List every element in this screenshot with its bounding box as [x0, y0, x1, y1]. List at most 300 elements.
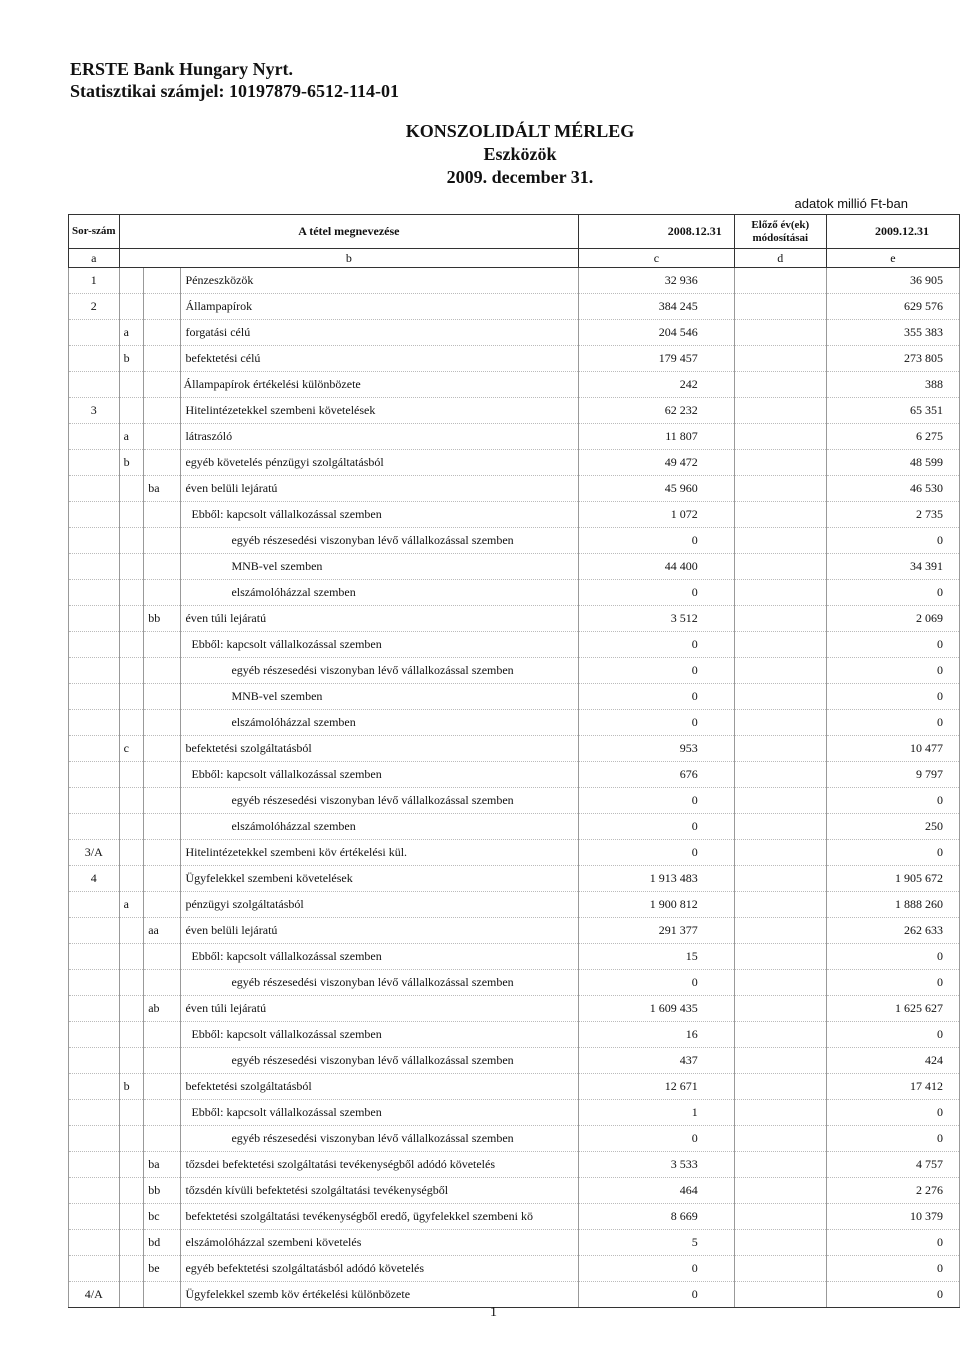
row-level1 [119, 710, 144, 736]
row-description: egyéb befektetési szolgáltatásból adódó követelés [181, 1256, 579, 1282]
row-modification [734, 320, 826, 346]
row-description: Pénzeszközök [181, 268, 579, 294]
row-number [69, 1126, 120, 1152]
row-level1 [119, 996, 144, 1022]
row-prev-value: 0 [579, 1126, 735, 1152]
row-prev-value: 0 [579, 632, 735, 658]
row-level2 [144, 398, 181, 424]
row-level2 [144, 788, 181, 814]
row-level1: a [119, 320, 144, 346]
row-description: befektetési szolgáltatásból [181, 736, 579, 762]
row-level2: ab [144, 996, 181, 1022]
row-description: pénzügyi szolgáltatásból [181, 892, 579, 918]
row-prev-value: 45 960 [579, 476, 735, 502]
company-name: ERSTE Bank Hungary Nyrt. [70, 59, 294, 79]
row-modification [734, 840, 826, 866]
table-row [69, 632, 960, 658]
row-description: Hitelintézetekkel szembeni követelések [181, 398, 579, 424]
row-cur-value: 6 275 [826, 424, 959, 450]
row-level1 [119, 1230, 144, 1256]
row-modification [734, 918, 826, 944]
row-level1 [119, 1022, 144, 1048]
row-cur-value: 0 [826, 1022, 959, 1048]
row-number [69, 1178, 120, 1204]
row-prev-value: 0 [579, 658, 735, 684]
report-title: KONSZOLIDÁLT MÉRLEG [405, 121, 635, 141]
row-description: Ügyfelekkel szembeni követelések [181, 866, 579, 892]
row-cur-value: 2 735 [826, 502, 959, 528]
row-number: 4 [69, 866, 120, 892]
row-number [69, 1204, 120, 1230]
row-modification [734, 1178, 826, 1204]
statistical-number: Statisztikai számjel: 10197879-6512-114-01 [70, 81, 399, 101]
row-level2 [144, 528, 181, 554]
row-prev-value: 0 [579, 580, 735, 606]
table-row [69, 710, 960, 736]
table-row [69, 1074, 960, 1100]
letter-c: c [579, 249, 735, 268]
row-number [69, 554, 120, 580]
row-description: tőzsdei befektetési szolgáltatási tevékenységből adódó követelés [181, 1152, 579, 1178]
table-row [69, 268, 960, 294]
row-description: egyéb követelés pénzügyi szolgáltatásból [181, 450, 579, 476]
row-description: éven túli lejáratú [181, 996, 579, 1022]
row-number [69, 788, 120, 814]
row-level1 [119, 632, 144, 658]
row-level1 [119, 1100, 144, 1126]
row-level1 [119, 814, 144, 840]
row-cur-value: 17 412 [826, 1074, 959, 1100]
row-prev-value: 5 [579, 1230, 735, 1256]
table-row [69, 944, 960, 970]
report-subtitle: Eszközök [483, 144, 557, 164]
table-row [69, 372, 960, 398]
row-number [69, 1230, 120, 1256]
row-cur-value: 0 [826, 1100, 959, 1126]
row-cur-value: 424 [826, 1048, 959, 1074]
row-level2 [144, 866, 181, 892]
row-prev-value: 464 [579, 1178, 735, 1204]
table-row [69, 502, 960, 528]
row-level2 [144, 1074, 181, 1100]
row-cur-value: 9 797 [826, 762, 959, 788]
row-description: egyéb részesedési viszonyban lévő vállalkozással szemben [181, 970, 579, 996]
table-row [69, 892, 960, 918]
balance-table [68, 214, 960, 1308]
row-modification [734, 1230, 826, 1256]
row-prev-value: 0 [579, 814, 735, 840]
row-modification [734, 1256, 826, 1282]
row-number [69, 476, 120, 502]
row-level2 [144, 892, 181, 918]
table-row [69, 528, 960, 554]
row-cur-value: 48 599 [826, 450, 959, 476]
row-level1 [119, 502, 144, 528]
table-row [69, 1256, 960, 1282]
table-row [69, 1230, 960, 1256]
row-level1 [119, 398, 144, 424]
row-prev-value: 179 457 [579, 346, 735, 372]
table-row [69, 1204, 960, 1230]
table-row [69, 1048, 960, 1074]
row-number [69, 1074, 120, 1100]
row-cur-value: 2 276 [826, 1178, 959, 1204]
row-modification [734, 814, 826, 840]
row-modification [734, 476, 826, 502]
row-modification [734, 1074, 826, 1100]
table-row [69, 762, 960, 788]
row-level2: ba [144, 1152, 181, 1178]
row-number [69, 1100, 120, 1126]
row-cur-value: 262 633 [826, 918, 959, 944]
header-row [69, 215, 960, 249]
row-prev-value: 1 900 812 [579, 892, 735, 918]
letter-row [69, 249, 960, 268]
row-level1 [119, 918, 144, 944]
row-prev-value: 1 [579, 1100, 735, 1126]
row-level2: ba [144, 476, 181, 502]
row-level1: a [119, 892, 144, 918]
row-level2 [144, 1048, 181, 1074]
row-description: éven túli lejáratú [181, 606, 579, 632]
row-cur-value: 273 805 [826, 346, 959, 372]
row-description: Állampapírok [181, 294, 579, 320]
row-prev-value: 44 400 [579, 554, 735, 580]
row-level2: bb [144, 606, 181, 632]
table-row [69, 606, 960, 632]
row-cur-value: 2 069 [826, 606, 959, 632]
table-row [69, 450, 960, 476]
row-modification [734, 866, 826, 892]
row-prev-value: 32 936 [579, 268, 735, 294]
row-prev-value: 0 [579, 528, 735, 554]
col-header-sorszam: Sor-szám [69, 215, 120, 249]
table-row [69, 866, 960, 892]
row-prev-value: 12 671 [579, 1074, 735, 1100]
row-level1 [119, 476, 144, 502]
row-level2 [144, 268, 181, 294]
row-level2: bc [144, 1204, 181, 1230]
row-modification [734, 944, 826, 970]
row-description: egyéb részesedési viszonyban lévő vállalkozással szemben [181, 788, 579, 814]
table-row [69, 398, 960, 424]
row-cur-value: 0 [826, 944, 959, 970]
row-level1 [119, 554, 144, 580]
row-level1 [119, 372, 144, 398]
table-row [69, 1126, 960, 1152]
table-row [69, 476, 960, 502]
row-prev-value: 953 [579, 736, 735, 762]
row-number [69, 736, 120, 762]
row-modification [734, 528, 826, 554]
row-number [69, 970, 120, 996]
row-description: befektetési célú [181, 346, 579, 372]
row-level2: be [144, 1256, 181, 1282]
row-prev-value: 49 472 [579, 450, 735, 476]
row-number [69, 320, 120, 346]
row-level1 [119, 268, 144, 294]
row-prev-value: 291 377 [579, 918, 735, 944]
row-level2 [144, 1126, 181, 1152]
row-cur-value: 46 530 [826, 476, 959, 502]
row-cur-value: 0 [826, 1282, 959, 1308]
row-level1 [119, 1178, 144, 1204]
row-description: egyéb részesedési viszonyban lévő vállalkozással szemben [181, 658, 579, 684]
row-level2 [144, 944, 181, 970]
row-prev-value: 16 [579, 1022, 735, 1048]
row-level1 [119, 658, 144, 684]
row-description: forgatási célú [181, 320, 579, 346]
row-prev-value: 1 609 435 [579, 996, 735, 1022]
row-number [69, 814, 120, 840]
row-level1 [119, 1126, 144, 1152]
row-prev-value: 1 913 483 [579, 866, 735, 892]
row-level2 [144, 840, 181, 866]
row-modification [734, 606, 826, 632]
row-cur-value: 629 576 [826, 294, 959, 320]
row-number [69, 1022, 120, 1048]
row-description: tőzsdén kívüli befektetési szolgáltatási tevékenységből [181, 1178, 579, 1204]
row-modification [734, 1152, 826, 1178]
row-level2 [144, 580, 181, 606]
row-prev-value: 0 [579, 788, 735, 814]
row-description: elszámolóházzal szemben [181, 710, 579, 736]
row-level2 [144, 762, 181, 788]
row-number [69, 944, 120, 970]
row-description: egyéb részesedési viszonyban lévő vállalkozással szemben [181, 1048, 579, 1074]
row-modification [734, 684, 826, 710]
row-description: Állampapírok értékelési különbözete [181, 372, 579, 398]
row-modification [734, 1022, 826, 1048]
row-number: 2 [69, 294, 120, 320]
col-header-name: A tétel megnevezése [119, 215, 579, 249]
row-prev-value: 11 807 [579, 424, 735, 450]
row-description: éven belüli lejáratú [181, 476, 579, 502]
row-level1 [119, 1152, 144, 1178]
letter-d: d [734, 249, 826, 268]
row-level1 [119, 970, 144, 996]
row-cur-value: 0 [826, 1256, 959, 1282]
row-description: MNB-vel szemben [181, 684, 579, 710]
row-level2 [144, 1100, 181, 1126]
row-level1 [119, 684, 144, 710]
row-modification [734, 1100, 826, 1126]
row-modification [734, 372, 826, 398]
row-level1: b [119, 1074, 144, 1100]
row-prev-value: 0 [579, 684, 735, 710]
row-number [69, 424, 120, 450]
row-modification [734, 892, 826, 918]
table-row [69, 788, 960, 814]
row-prev-value: 1 072 [579, 502, 735, 528]
row-prev-value: 437 [579, 1048, 735, 1074]
table-row [69, 814, 960, 840]
table-row [69, 684, 960, 710]
row-number [69, 892, 120, 918]
row-description: Ebből: kapcsolt vállalkozással szemben [181, 1022, 579, 1048]
row-number [69, 684, 120, 710]
row-prev-value: 676 [579, 762, 735, 788]
table-row [69, 1100, 960, 1126]
row-level1 [119, 1256, 144, 1282]
row-cur-value: 65 351 [826, 398, 959, 424]
row-description: Ebből: kapcsolt vállalkozással szemben [181, 944, 579, 970]
row-number [69, 918, 120, 944]
row-number [69, 502, 120, 528]
row-description: látraszóló [181, 424, 579, 450]
row-modification [734, 398, 826, 424]
row-level2 [144, 658, 181, 684]
row-level2 [144, 450, 181, 476]
row-cur-value: 1 888 260 [826, 892, 959, 918]
row-modification [734, 450, 826, 476]
row-description: Hitelintézetekkel szembeni köv értékelési kül. [181, 840, 579, 866]
row-description: elszámolóházzal szemben [181, 814, 579, 840]
row-description: befektetési szolgáltatásból [181, 1074, 579, 1100]
row-level2 [144, 970, 181, 996]
row-level1 [119, 580, 144, 606]
table-row [69, 320, 960, 346]
row-modification [734, 268, 826, 294]
row-number [69, 528, 120, 554]
row-cur-value: 1 625 627 [826, 996, 959, 1022]
row-number [69, 1256, 120, 1282]
row-description: Ebből: kapcsolt vállalkozással szemben [181, 502, 579, 528]
table-row [69, 1152, 960, 1178]
row-description: Ebből: kapcsolt vállalkozással szemben [181, 632, 579, 658]
table-row [69, 294, 960, 320]
row-number: 3 [69, 398, 120, 424]
row-level2 [144, 632, 181, 658]
row-level1 [119, 606, 144, 632]
row-description: egyéb részesedési viszonyban lévő vállalkozással szemben [181, 1126, 579, 1152]
row-prev-value: 8 669 [579, 1204, 735, 1230]
row-modification [734, 554, 826, 580]
row-prev-value: 0 [579, 1282, 735, 1308]
row-modification [734, 710, 826, 736]
row-description: elszámolóházzal szemben [181, 580, 579, 606]
row-level2 [144, 1022, 181, 1048]
row-modification [734, 996, 826, 1022]
row-prev-value: 3 512 [579, 606, 735, 632]
row-description: Ügyfelekkel szemb köv értékelési különbözete [181, 1282, 579, 1308]
row-number: 1 [69, 268, 120, 294]
row-cur-value: 10 477 [826, 736, 959, 762]
row-level1 [119, 866, 144, 892]
row-cur-value: 34 391 [826, 554, 959, 580]
row-cur-value: 250 [826, 814, 959, 840]
row-cur-value: 0 [826, 1230, 959, 1256]
table-row [69, 918, 960, 944]
table-row [69, 736, 960, 762]
row-level1 [119, 1282, 144, 1308]
row-level1 [119, 762, 144, 788]
row-cur-value: 0 [826, 632, 959, 658]
row-cur-value: 0 [826, 684, 959, 710]
row-modification [734, 658, 826, 684]
row-prev-value: 0 [579, 840, 735, 866]
row-cur-value: 0 [826, 658, 959, 684]
row-cur-value: 388 [826, 372, 959, 398]
row-level2 [144, 684, 181, 710]
row-cur-value: 0 [826, 1126, 959, 1152]
row-modification [734, 762, 826, 788]
row-number [69, 996, 120, 1022]
row-number [69, 762, 120, 788]
row-level2 [144, 502, 181, 528]
row-level2 [144, 320, 181, 346]
row-description: Ebből: kapcsolt vállalkozással szemben [181, 762, 579, 788]
table-row [69, 1282, 960, 1308]
row-level2 [144, 372, 181, 398]
row-number [69, 606, 120, 632]
row-number [69, 346, 120, 372]
row-modification [734, 346, 826, 372]
row-prev-value: 3 533 [579, 1152, 735, 1178]
row-modification [734, 502, 826, 528]
row-number [69, 450, 120, 476]
row-level1: a [119, 424, 144, 450]
letter-a: a [69, 249, 120, 268]
col-header-mod: Előző év(ek) módosításai [734, 215, 826, 249]
row-number [69, 1048, 120, 1074]
row-level1 [119, 528, 144, 554]
row-description: elszámolóházzal szembeni követelés [181, 1230, 579, 1256]
table-row [69, 554, 960, 580]
row-level2 [144, 346, 181, 372]
row-level1 [119, 944, 144, 970]
row-cur-value: 0 [826, 970, 959, 996]
row-cur-value: 4 757 [826, 1152, 959, 1178]
row-prev-value: 0 [579, 970, 735, 996]
row-prev-value: 384 245 [579, 294, 735, 320]
row-modification [734, 1126, 826, 1152]
table-row [69, 424, 960, 450]
row-level2: bb [144, 1178, 181, 1204]
row-description: éven belüli lejáratú [181, 918, 579, 944]
row-description: egyéb részesedési viszonyban lévő vállalkozással szemben [181, 528, 579, 554]
row-description: MNB-vel szemben [181, 554, 579, 580]
unit-note: adatok millió Ft-ban [794, 196, 908, 211]
row-modification [734, 1204, 826, 1230]
report-date: 2009. december 31. [446, 167, 594, 187]
letter-e: e [826, 249, 959, 268]
row-number [69, 1152, 120, 1178]
row-modification [734, 1048, 826, 1074]
row-modification [734, 294, 826, 320]
row-number [69, 580, 120, 606]
row-cur-value: 1 905 672 [826, 866, 959, 892]
row-level2 [144, 554, 181, 580]
row-level1: b [119, 450, 144, 476]
row-number [69, 632, 120, 658]
row-cur-value: 0 [826, 710, 959, 736]
row-level2: bd [144, 1230, 181, 1256]
letter-b: b [119, 249, 579, 268]
row-level1: c [119, 736, 144, 762]
row-number [69, 658, 120, 684]
row-cur-value: 0 [826, 580, 959, 606]
row-level2 [144, 814, 181, 840]
row-level1 [119, 1204, 144, 1230]
row-prev-value: 242 [579, 372, 735, 398]
row-level1 [119, 840, 144, 866]
row-prev-value: 0 [579, 1256, 735, 1282]
row-modification [734, 424, 826, 450]
row-cur-value: 355 383 [826, 320, 959, 346]
row-level2 [144, 736, 181, 762]
row-number: 4/A [69, 1282, 120, 1308]
